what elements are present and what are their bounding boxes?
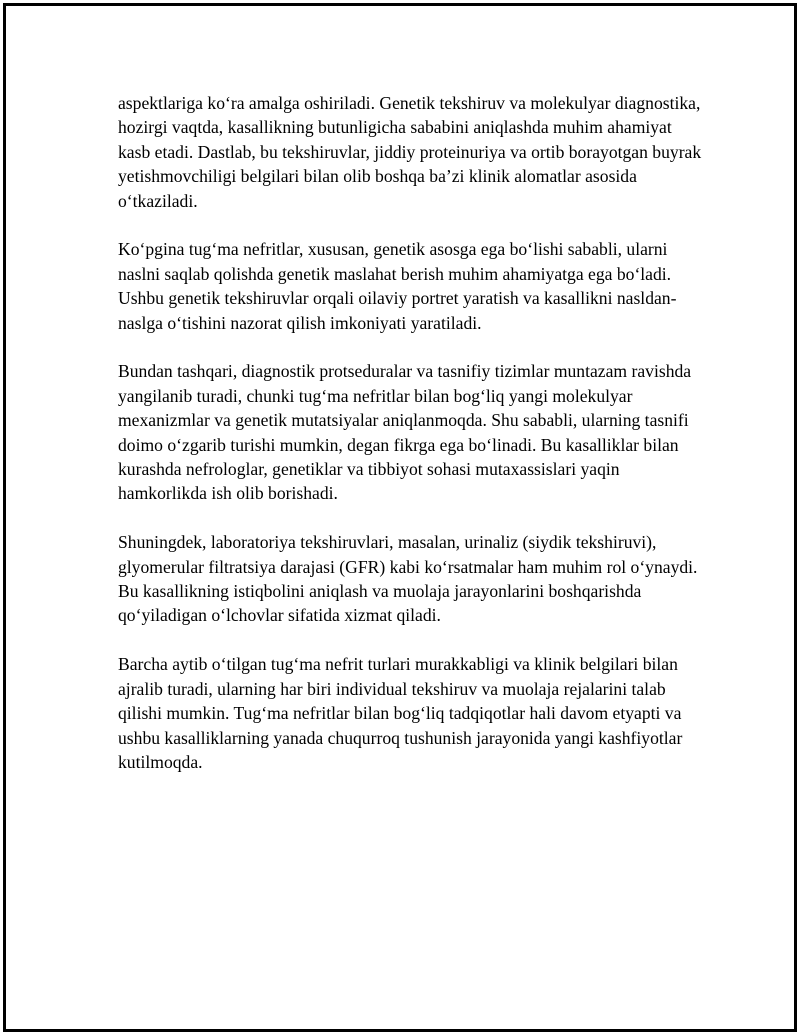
paragraph-5: Barcha aytib o‘tilgan tug‘ma nefrit turlari murakkabligi va klinik belgilari bilan ajralib turadi, ularning har biri individual tekshiruv va muolaja rejalarini talab qilishi mumkin. Tug‘ma nefritlar bilan bog‘liq tadqiqotlar hali davom etyapti va ushbu kasalliklarning yanada chuqurroq tushunish jarayonida yangi kashfiyotlar kutilmoqda. bbox=[118, 654, 683, 772]
paragraph-1: aspektlariga ko‘ra amalga oshiriladi. Genetik tekshiruv va molekulyar diagnostika, hozirgi vaqtda, kasallikning butunligicha sababini aniqlashda muhim ahamiyat kasb etadi. Dastlab, bu tekshiruvlar, jiddiy proteinuriya va ortib borayotgan buyrak yetishmovchiligi belgilari bilan olib boshqa ba’zi klinik alomatlar asosida o‘tkaziladi. bbox=[118, 93, 702, 211]
paragraph-2: Ko‘pgina tug‘ma nefritlar, xususan, genetik asosga ega bo‘lishi sababli, ularni naslni saqlab qolishda genetik maslahat berish muhim ahamiyatga ega bo‘ladi. Ushbu genetik tekshiruvlar orqali oilaviy portret yaratish va kasallikni nasldan-naslga o‘tishini nazorat qilish imkoniyati yaratiladi. bbox=[118, 239, 677, 333]
paragraph-3: Bundan tashqari, diagnostik protseduralar va tasnifiy tizimlar muntazam ravishda yangilanib turadi, chunki tug‘ma nefritlar bilan bog‘liq yangi molekulyar mexanizmlar va genetik mutatsiyalar aniqlanmoqda. Shu sababli, ularning tasnifi doimo o‘zgarib turishi mumkin, degan fikrga ega bo‘linadi. Bu kasalliklar bilan kurashda nefrologlar, genetiklar va tibbiyot sohasi mutaxassislari yaqin hamkorlikda ish olib borishadi. bbox=[118, 361, 692, 504]
paragraph-4: Shuningdek, laboratoriya tekshiruvlari, masalan, urinaliz (siydik tekshiruvi), glyomerular filtratsiya darajasi (GFR) kabi ko‘rsatmalar ham muhim rol o‘ynaydi. Bu kasallikning istiqbolini aniqlash va muolaja jarayonlarini boshqarishda qo‘yiladigan o‘lchovlar sifatida xizmat qiladi. bbox=[118, 532, 698, 626]
document-body bbox=[118, 91, 708, 799]
